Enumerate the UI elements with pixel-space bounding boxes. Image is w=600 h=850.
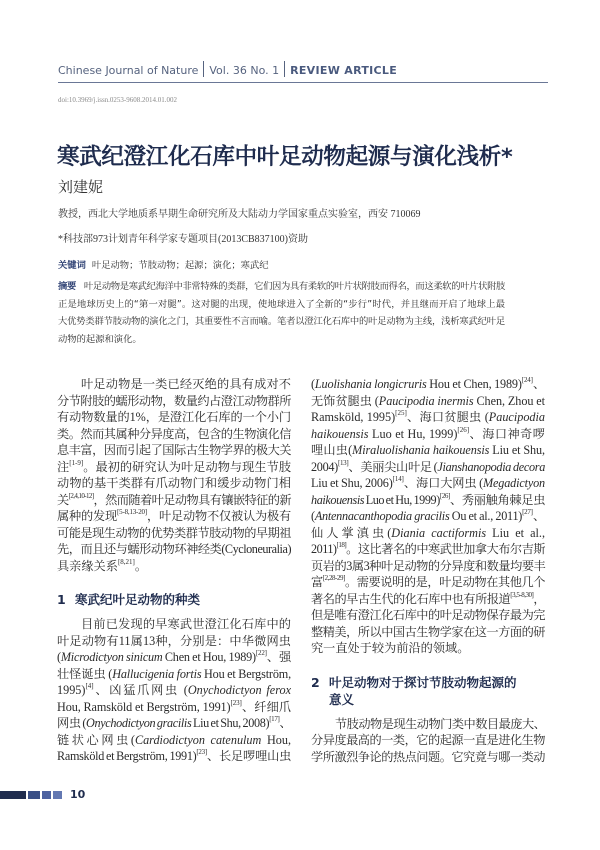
article-section: REVIEW ARTICLE [290,64,398,77]
journal-volume: Vol. 36 No. 1 [209,64,280,77]
text-line [57,682,291,699]
text: 页岩的3属3种叶足动物的分异度和数量均要丰 [311,558,546,573]
species-name: Microdictyon sinicum [60,650,163,664]
species-name: Miraluolishania haikouensis [352,443,490,457]
text-line [311,624,545,641]
text-line [311,442,545,459]
species-name: haikouensis [311,492,365,507]
body-column-left [57,376,291,765]
text: 关 [57,492,69,507]
text: 。 [134,558,148,573]
text: 先，而且还与蠕形动物环神经类(Cycloneuralia) [57,542,292,556]
text-line [57,409,291,426]
text: Ou et al., 2011) [449,509,523,523]
text-line [311,749,545,766]
citation: [14] [392,475,404,483]
text-line [57,541,291,558]
text: Hou, [261,732,292,747]
text: 但是唯有澄江化石库中的叶足动物保存最为完 [311,608,545,622]
text: 壮怪诞虫 ( [57,666,113,681]
abstract-text: 动物的起源和演化。 [58,334,142,346]
text-line [311,508,545,525]
text: 网虫 ( [57,716,87,730]
text-line [57,492,291,509]
text-line [311,376,545,393]
text: Hou et Chen, 1989) [426,377,522,391]
text: 具亲缘关系 [57,558,118,573]
text-line [311,409,545,426]
text: Hou et Bergström, [201,666,292,681]
species-name: Onychodictyon gracilis [86,716,192,730]
section-number: 2 [311,674,320,690]
text: 2011) [311,542,337,556]
text-line [57,426,291,443]
text-line [311,716,545,733]
text: 、 [532,509,545,523]
text-line [57,558,291,575]
text: 。需要说明的是，叶足动物在其他几个 [344,575,545,589]
abstract-label: 摘要 [58,281,76,292]
text-line [57,666,291,683]
citation: [18] [336,541,347,549]
text: 仙人掌滇虫( [311,525,392,540]
keywords-label: 关键词 [58,260,86,271]
text: 学所激烈争论的热点问题。它究竟与哪一类动 [311,749,545,764]
abstract-text: 大优势类群节肢动物的演化之门，其重要性不言而喻。笔者以澄江化石库中的叶足动物为主线，浅析寒武纪叶足 [58,316,505,328]
text: Luo et Hu, 1999) [368,426,458,441]
species-name: Jianshanopodia decora [437,459,545,474]
text: 分节附肢的蠕形动物，数量约占澄江动物群所 [57,393,291,408]
citation: [2,28-29] [322,574,345,582]
text-line [311,574,545,591]
text: 类。然而其属种分异度高，包含的生物演化信 [57,426,291,441]
abstract-line [58,296,505,314]
text: 。这比著名的中寒武世加拿大布尔吉斯 [346,542,545,556]
funding-note: *科技部973计划青年科学家专题项目(2013CB837100)资助 [58,234,308,245]
text: Hou, Ramsköld et Bergström, 1991) [57,699,231,714]
section-title: 意义 [329,691,355,707]
text-line [57,715,291,732]
author-affiliation: 教授，西北大学地质系早期生命研究所及大陆动力学国家重点实验室，西安 710069 [58,209,421,220]
abstract [58,278,505,349]
text: 著名的早古生代的化石库中也有所报道 [311,591,511,606]
text-line [311,640,545,657]
text: 、 [532,377,546,391]
text: 、海口大网虫 ( [403,476,483,490]
text: Chen et Hou, 1989) [162,650,256,664]
text: 有动物数量的1%，是澄江化石库的一个小门 [57,410,291,424]
text-line [311,475,545,492]
text-line [57,732,291,749]
text: 富 [311,575,323,589]
citation: [23] [196,748,207,756]
text-line [57,748,291,765]
text-line [311,492,545,509]
citation: [5-8,13-20] [117,508,147,516]
text: Liu et al., [486,525,545,540]
text: 、海口贫腿虫 ( [406,410,489,424]
text: 、强 [266,650,291,664]
citation: [3,5-8,30] [510,590,534,599]
section-heading [57,591,291,608]
footer-bar-segment [42,791,51,799]
section-heading [311,674,545,708]
text: 动物的基干类群有爪动物门和缓步动物门相 [57,476,291,490]
text-line [57,699,291,716]
article-title: 寒武纪澄江化石库中叶足动物起源与演化浅析* [57,144,513,170]
species-name: haikouensis [311,426,369,441]
text: 、 [279,716,292,730]
text-line [311,393,545,410]
text: ， [533,591,546,606]
citation: [22] [255,649,267,657]
page-number: 10 [70,788,86,801]
text: 无饰贫腿虫 ( [311,393,379,408]
species-name: Megadictyon [483,476,545,490]
keywords [58,257,269,271]
footer-decoration-bar [0,791,64,799]
author-name: 刘建妮 [58,180,104,196]
footer-bar-segment [28,791,40,799]
citation: [24] [521,376,533,384]
species-name: Cardiodictyon catenulum [134,732,262,747]
text: 。最初的研究认为叶足动物与现生节肢 [83,459,292,474]
section-title: 寒武纪叶足动物的种类 [75,592,201,607]
section-number: 1 [57,592,66,607]
species-name: Luolishania longicruris [314,377,427,391]
text: 可能是现生动物的优势类群节肢动物的早期祖 [57,525,291,540]
text: 究一直处于较为前沿的领域。 [311,641,470,655]
citation: [25] [395,409,407,417]
text-line [57,508,291,525]
species-name: Onychodictyon ferox [187,683,291,697]
text: Ramsköld, 1995) [311,410,396,424]
text: ，然而随着叶足动物具有镶嵌特征的新 [93,492,291,507]
citation: [26] [457,425,470,434]
text: 1995) [57,683,86,697]
text-line [57,459,291,476]
text: Ramsköld et Bergström, 1991) [57,749,197,763]
citation: [27] [522,508,533,516]
species-name: Diania cactiformis [391,525,487,540]
text: ( [311,509,315,523]
text: 叶足动物有11属13种，分别是：中华微网虫 [57,633,291,648]
abstract-line [58,331,505,349]
citation: [2,4,10-12] [68,491,94,500]
text-line [57,649,291,666]
citation: [1-9] [69,458,84,467]
text: 、海口神奇啰 [469,426,545,441]
text: 注 [57,459,70,474]
text: Chen, Zhou et [473,393,546,408]
text: 、纤细爪 [241,699,291,714]
text-line [311,591,545,608]
citation: [4] [85,682,94,690]
keywords-text: 叶足动物；节肢动物；起源；演化；寒武纪 [91,260,269,271]
text-line [57,616,291,633]
text: ，叶足动物不仅被认为极有 [146,509,292,523]
footer-bar-segment [0,791,26,799]
body-column-right [311,376,545,765]
citation: [23] [230,698,242,707]
text: Luo et Hu, 1999) [364,492,440,507]
text: 哩山虫( [311,443,353,457]
species-name: Paucipodia inermis [378,393,474,408]
text: 链状心网虫( [57,732,135,747]
text: Liu et Shu, 2006) [311,476,393,490]
abstract-line [58,313,505,331]
text: 息丰富，因而引起了国际古生物学界的极大关 [57,443,291,457]
text: 叶足动物是一类已经灭绝的具有成对不 [81,377,291,391]
text: 属种的发现 [57,509,118,523]
text-line [57,525,291,542]
citation: [26] [439,491,450,500]
journal-name: Chinese Journal of Nature [58,64,199,77]
abstract-text: 叶足动物是寒武纪海洋中非常特殊的类群，它们因为具有柔软的叶片状附肢而得名，而这柔软的叶片状附肢 [83,281,505,292]
doi[interactable]: doi:10.3969/j.issn.0253-9608.2014.01.002 [58,96,178,104]
journal-header [58,64,548,83]
species-name: Paucipodia [488,410,545,424]
text-line [311,607,545,624]
text: Liu et Shu, [489,443,545,457]
text: 、美丽尖山叶足 ( [348,459,438,474]
text: 目前已发现的早寒武世澄江化石库中的 [81,617,291,631]
text: 整精美，所以中国古生物学家在这一方面的研 [311,624,545,639]
text-line [57,475,291,492]
species-name: Antennacanthopodia gracilis [314,509,450,523]
header-divider [284,61,285,77]
text: ( [311,377,315,391]
species-name: Hallucigenia fortis [112,666,202,681]
text-line [311,558,545,575]
text-line [57,442,291,459]
text: 节肢动物是现生动物门类中数目最庞大、 [335,716,546,731]
abstract-line [58,278,505,296]
citation: [13] [337,458,349,467]
text: 、秀丽触角棘足虫 [449,492,545,507]
citation: [8,21] [117,557,135,566]
text: 、凶猛爪网虫 ( [93,683,188,697]
text-line [311,525,545,542]
abstract-text: 正是地球历史上的“第一对腿”。这对腿的出现，使地球进入了全新的“步行”时代，并且继而开启了地球上最 [58,298,505,310]
text: 2004) [311,459,338,474]
text-line [57,376,291,393]
text-line [311,426,545,443]
section-title: 叶足动物对于探讨节肢动物起源的 [329,674,517,690]
text-line [57,633,291,650]
text-line [311,732,545,749]
text: 、长足啰哩山虫 [206,749,292,763]
text: Liu et Shu, 2008) [191,716,270,730]
text: ( [57,650,61,664]
page-footer [0,790,85,799]
text: 分异度最高的一类，它的起源一直是进化生物 [311,733,545,747]
text-line [311,459,545,476]
header-divider [203,61,204,77]
text-line [311,541,545,558]
footer-bar-segment [53,791,62,799]
text-line [57,393,291,410]
citation: [17] [269,715,280,723]
